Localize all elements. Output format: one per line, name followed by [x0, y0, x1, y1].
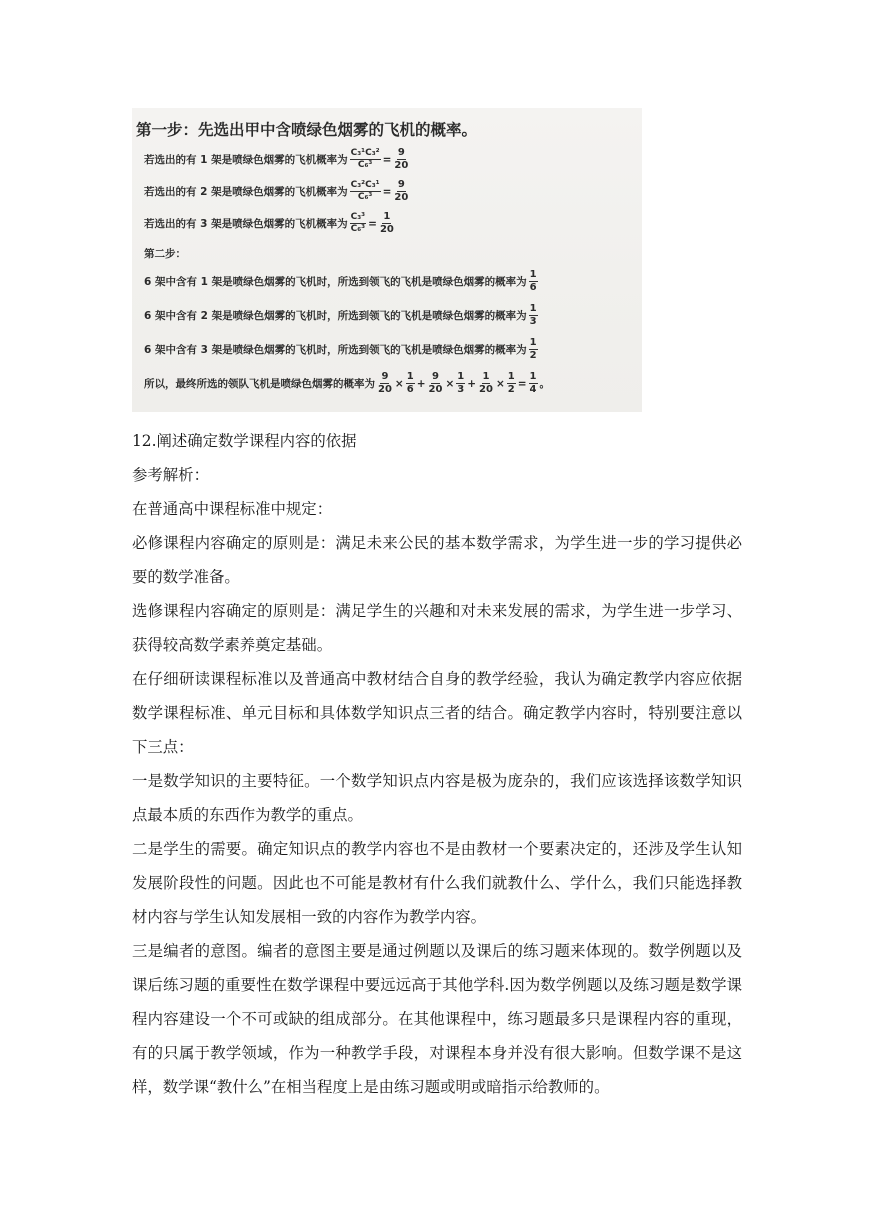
scan-row — [144, 304, 540, 327]
paragraph: 在仔细研读课程标准以及普通高中教材结合自身的教学经验，我认为确定教学内容应依据数学课程标准、单元目标和具体数学知识点三者的结合。确定教学内容时，特别要注意以下三点： — [132, 670, 742, 756]
row-text: 若选出的有 1 架是喷绿色烟雾的飞机概率为 — [144, 154, 348, 166]
scan-row: 若选出的有 2 架是喷绿色烟雾的飞机概率为 $\frac{\text{C₃²C₃¹}}{\text{C₆³}}$ = $\frac{9}{20}$ — [144, 179, 409, 203]
operator: 。 — [539, 378, 551, 390]
combination-fraction: $\frac{\text{C₃³}}{\text{C₆³}}$ — [350, 212, 366, 234]
paragraph: 必修课程内容确定的原则是：满足未来公民的基本数学需求，为学生进一步的学习提供必要的数学准备。 — [132, 534, 742, 586]
row-text: 6 架中含有 2 架是喷绿色烟雾的飞机时，所选到领飞的飞机是喷绿色烟雾的概率为 — [144, 310, 527, 322]
operator: = — [517, 377, 527, 390]
answer-label: 参考解析： — [132, 466, 209, 484]
row-text: 若选出的有 3 架是喷绿色烟雾的飞机概率为 — [144, 218, 348, 230]
probability-fraction: $\frac{9}{20}$ — [394, 179, 409, 203]
expression-fraction: $\frac{1}{4}$ — [529, 371, 537, 395]
probability-fraction: $\frac{1}{6}$ — [529, 269, 537, 293]
expression-fraction: $\frac{9}{20}$ — [378, 371, 392, 395]
final-probability-row — [144, 372, 550, 395]
question-title: 12.阐述确定数学课程内容的依据 — [132, 432, 357, 450]
operator: × — [495, 377, 505, 390]
paragraph: 在普通高中课程标准中规定： — [132, 500, 333, 518]
expression-fraction: $\frac{1}{3}$ — [457, 371, 465, 395]
operator: + — [467, 377, 477, 390]
operator: × — [445, 377, 455, 390]
row-text: 若选出的有 2 架是喷绿色烟雾的飞机概率为 — [144, 186, 348, 198]
paragraph: 三是编者的意图。编者的意图主要是通过例题以及课后的练习题来体现的。数学例题以及课后练习题的重要性在数学课程中要远远高于其他学科.因为数学例题以及练习题是数学课程内容建设一个不可或缺的组成部分。在其他课程中，练习题最多只是课程内容的重现，有的只属于教学领域，作为一种教学手段，对课程本身并没有很大影响。但数学课不是这样，数学课“教什么”在相当程度上是由练习题或明或暗指示给教师的。 — [132, 942, 742, 1096]
row-text: 所以，最终所选的领队飞机是喷绿色烟雾的概率为 — [144, 378, 375, 390]
expression-fraction: $\frac{1}{6}$ — [406, 371, 414, 395]
expression-fraction: $\frac{9}{20}$ — [428, 371, 443, 395]
row-text: 6 架中含有 3 架是喷绿色烟雾的飞机时，所选到领飞的飞机是喷绿色烟雾的概率为 — [144, 344, 527, 356]
probability-fraction: $\frac{1}{3}$ — [529, 303, 537, 327]
scan-row — [144, 338, 540, 361]
document-body — [132, 424, 742, 1104]
combination-fraction: $\frac{\text{C₃¹C₃²}}{\text{C₆³}}$ — [350, 148, 380, 170]
probability-fraction: $\frac{1}{20}$ — [379, 211, 394, 235]
step-one-heading: 第一步：先选出甲中含喷绿色烟雾的飞机的概率。 — [136, 121, 478, 139]
combination-fraction: $\frac{\text{C₃²C₃¹}}{\text{C₆³}}$ — [350, 180, 380, 202]
scan-row: 若选出的有 1 架是喷绿色烟雾的飞机概率为 $\frac{\text{C₃¹C₃²}}{\text{C₆³}}$ = $\frac{9}{20}$ — [144, 147, 409, 171]
scanned-solution-image — [132, 108, 642, 412]
expression-fraction: $\frac{1}{20}$ — [479, 371, 493, 395]
paragraph: 二是学生的需要。确定知识点的教学内容也不是由教材一个要素决定的，还涉及学生认知发展阶段性的问题。因此也不可能是教材有什么我们就教什么、学什么，我们只能选择教材内容与学生认知发展相一致的内容作为教学内容。 — [132, 840, 742, 926]
paragraph: 一是数学知识的主要特征。一个数学知识点内容是极为庞杂的，我们应该选择该数学知识点最本质的东西作为教学的重点。 — [132, 772, 742, 824]
paragraph: 选修课程内容确定的原则是：满足学生的兴趣和对未来发展的需求，为学生进一步学习、获得较高数学素养奠定基础。 — [132, 602, 742, 654]
step-two-heading: 第二步： — [144, 248, 186, 260]
operator: + — [416, 377, 426, 390]
expression-fraction: $\frac{1}{2}$ — [507, 371, 515, 395]
probability-fraction: $\frac{1}{2}$ — [529, 337, 537, 361]
scan-row: 若选出的有 3 架是喷绿色烟雾的飞机概率为 $\frac{\text{C₃³}}{\text{C₆³}}$ = $\frac{1}{20}$ — [144, 211, 394, 235]
probability-fraction: $\frac{9}{20}$ — [394, 147, 409, 171]
operator: × — [394, 377, 404, 390]
scan-row — [144, 270, 540, 293]
row-text: 6 架中含有 1 架是喷绿色烟雾的飞机时，所选到领飞的飞机是喷绿色烟雾的概率为 — [144, 276, 527, 288]
